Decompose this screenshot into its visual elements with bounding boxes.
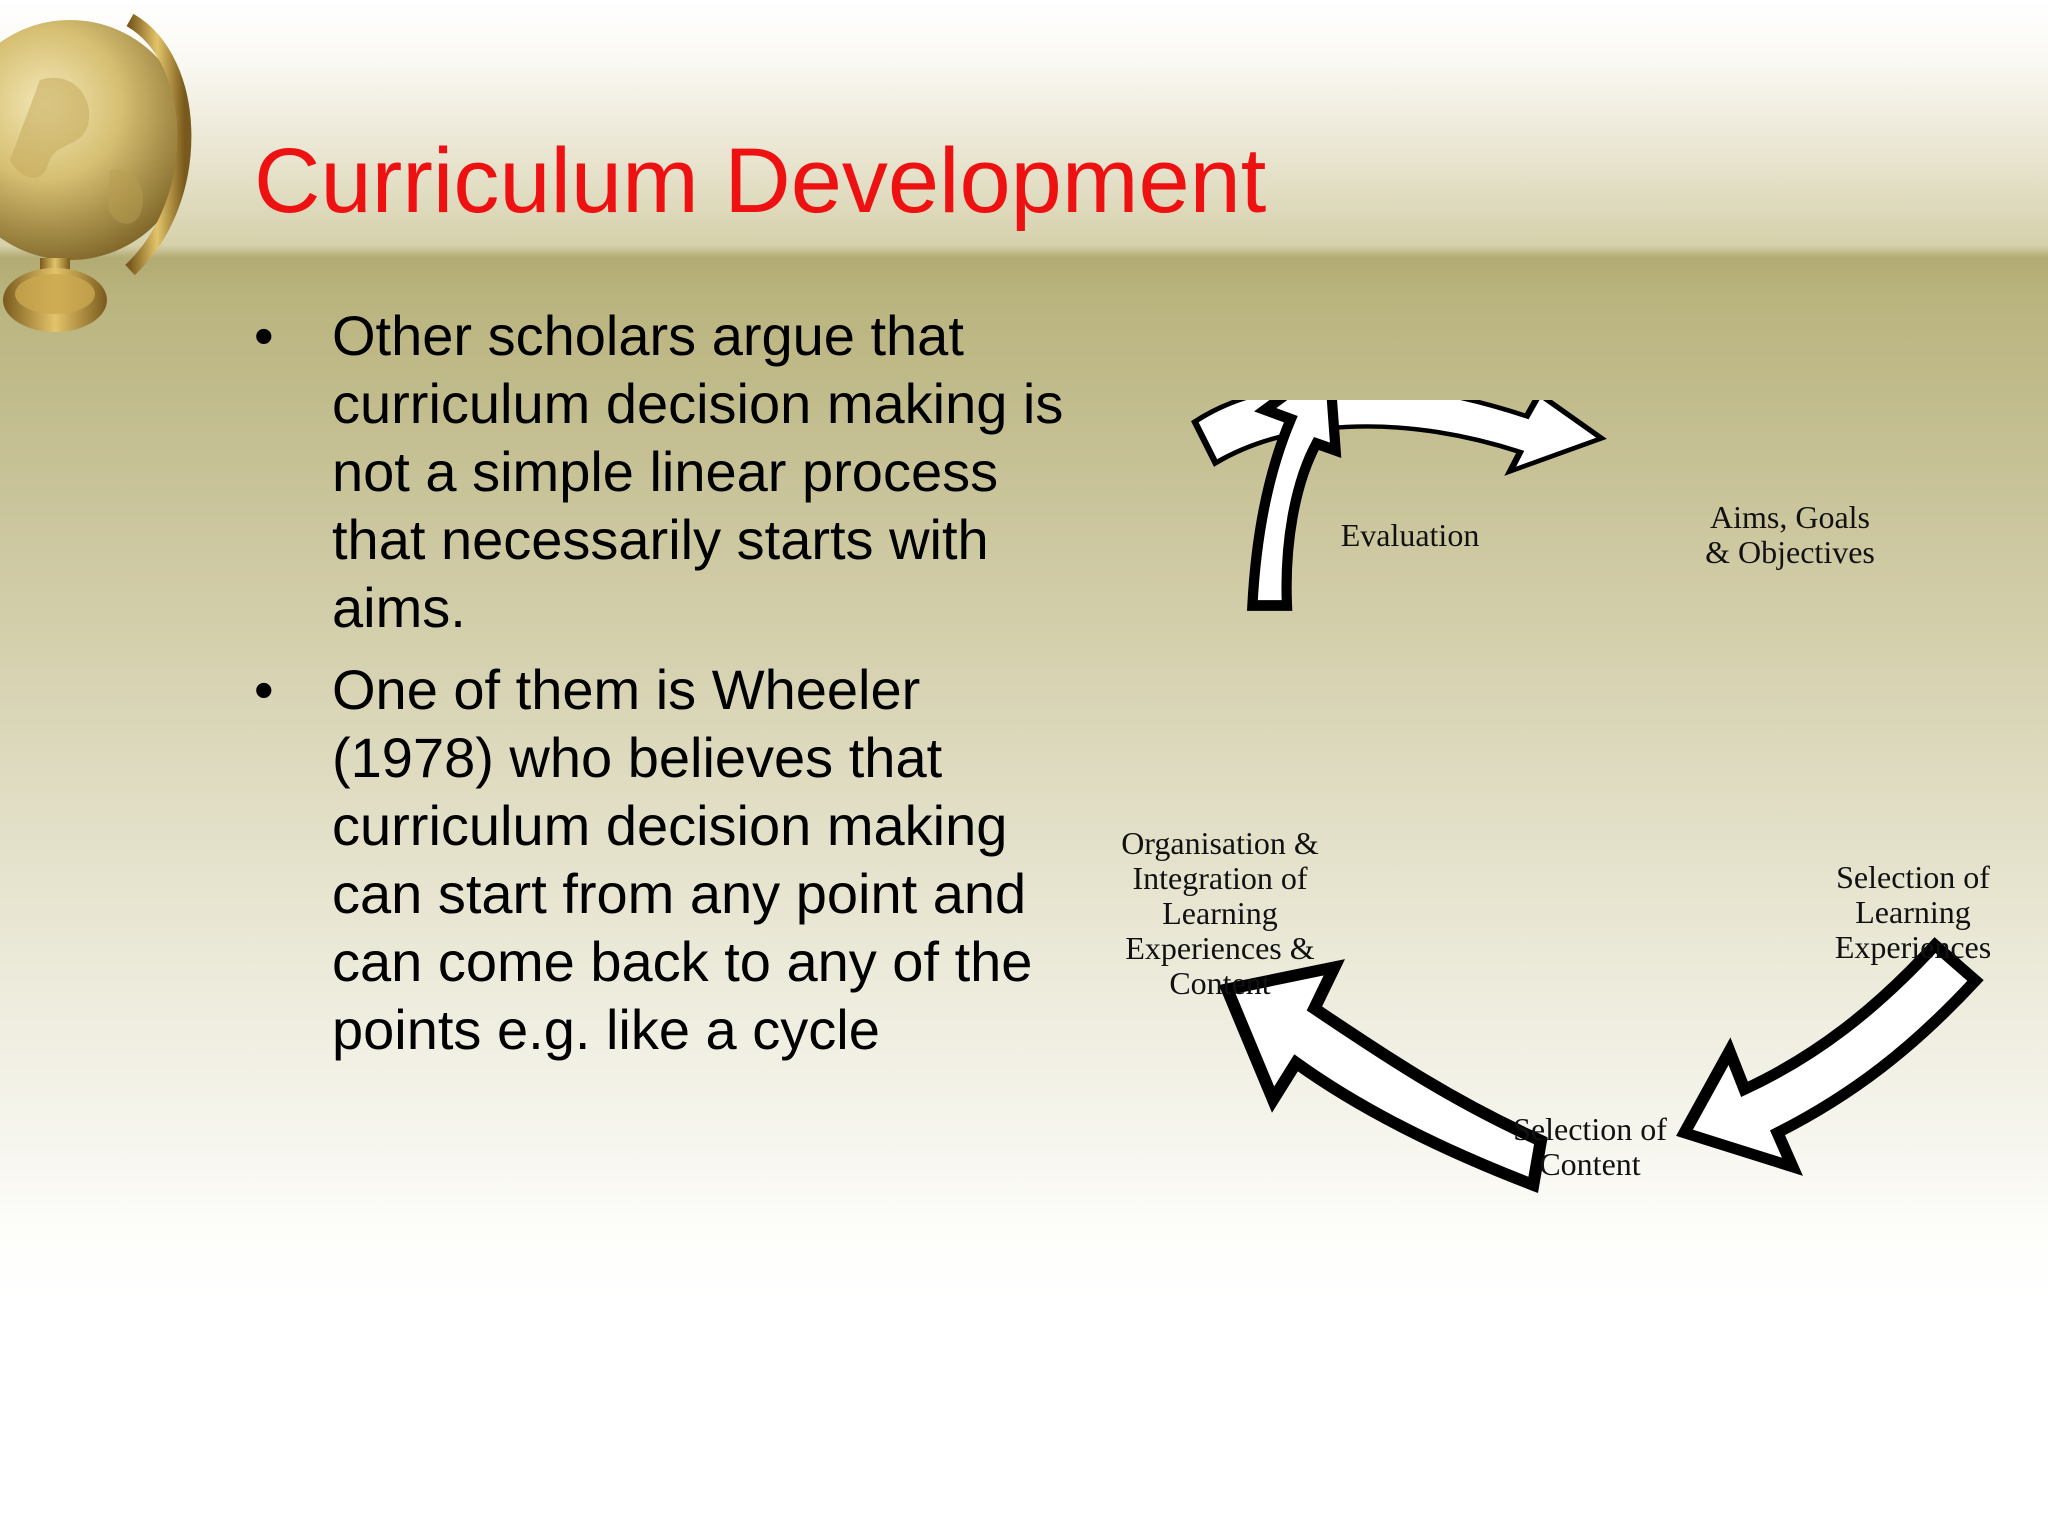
bullet-text: One of them is Wheeler (1978) who believes that curriculum decision making can start from any point and can come back to any of the points e.g. like a cycle <box>332 658 1033 1061</box>
node-organisation-integration: Organisation & Integration of Learning Experiences & Content <box>1121 825 1319 1001</box>
node-selection-content: Selection of Content <box>1513 1111 1667 1182</box>
node-aims-goals-objectives: Aims, Goals & Objectives <box>1705 499 1875 570</box>
slide-title: Curriculum Development <box>254 130 1267 232</box>
bullet-text: Other scholars argue that curriculum decision making is not a simple linear process that necessarily starts with aims. <box>332 304 1064 639</box>
bullet-list <box>254 302 1074 1078</box>
bullet-marker: • <box>254 658 274 721</box>
bullet-item <box>254 302 1074 642</box>
bullet-marker: • <box>254 304 274 367</box>
node-evaluation: Evaluation <box>1340 517 1480 553</box>
globe-icon <box>0 0 200 340</box>
bullet-item <box>254 656 1074 1064</box>
node-selection-learning-experiences: Selection of Learning Experiences <box>1834 859 1992 965</box>
